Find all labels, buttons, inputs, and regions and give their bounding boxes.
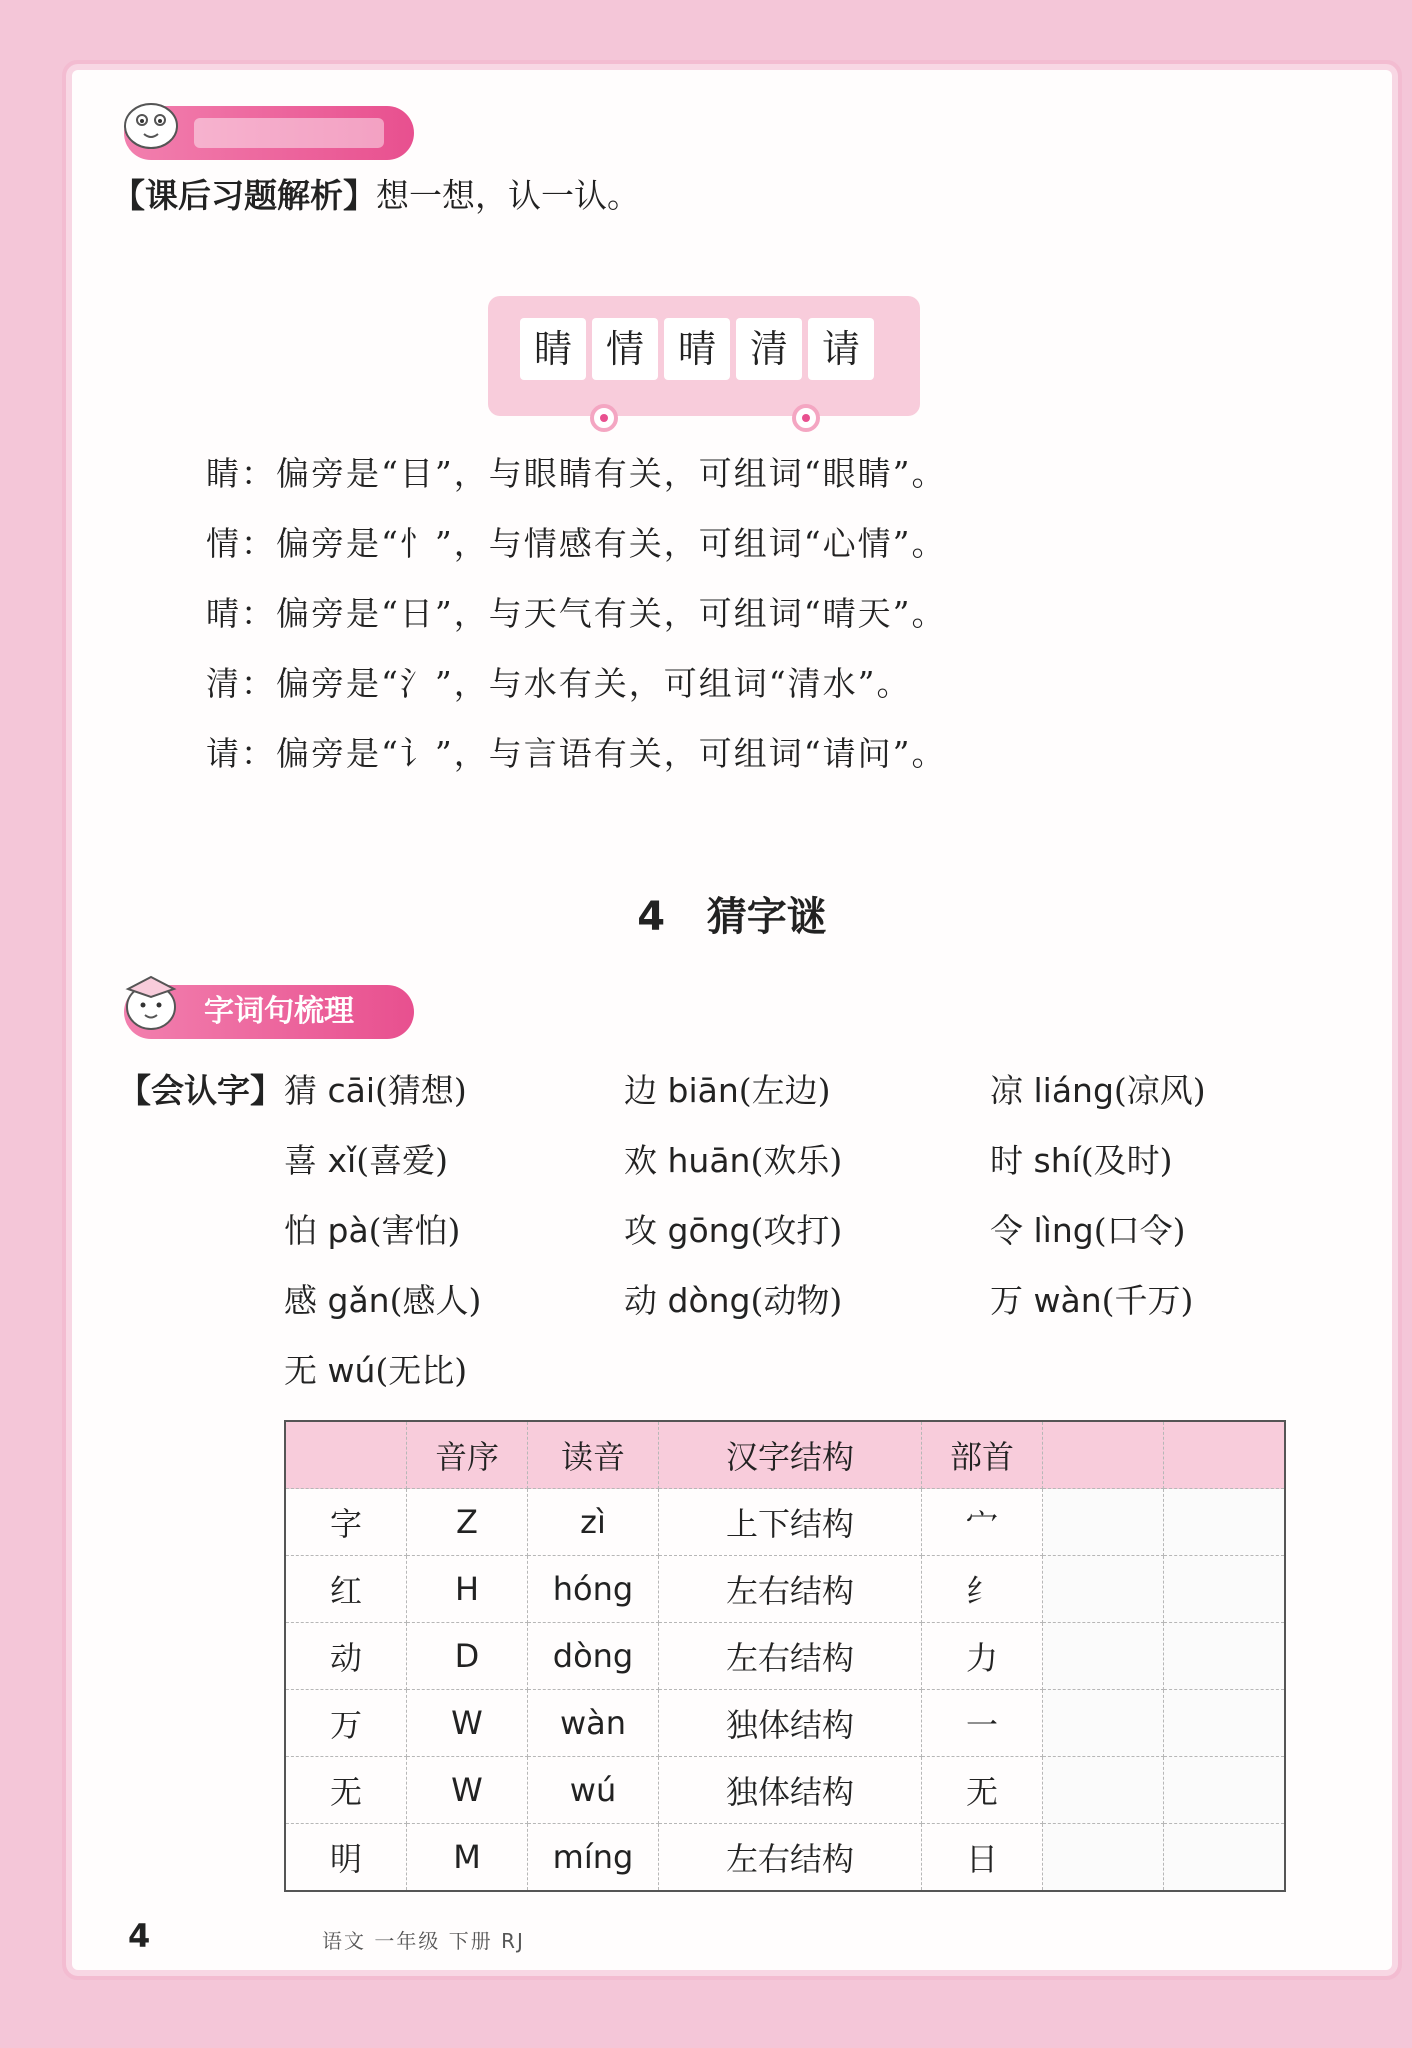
- cell-structure: 左右结构: [659, 1623, 922, 1690]
- lesson-number: 4: [637, 894, 666, 940]
- page: [72, 70, 1392, 1970]
- item-word: (感人): [389, 1281, 482, 1320]
- recognize-item: [624, 1135, 842, 1182]
- item-word: (害怕): [368, 1211, 461, 1250]
- cell-reading: dòng: [528, 1623, 659, 1690]
- item-pinyin: biān: [667, 1071, 739, 1110]
- cell-char: 明: [285, 1824, 407, 1892]
- cell-blank: [1164, 1824, 1286, 1892]
- cell-blank: [1043, 1757, 1164, 1824]
- item-word: (欢乐): [750, 1141, 843, 1180]
- cell-reading: wú: [528, 1757, 659, 1824]
- analysis-line: 睛：偏旁是“目”，与眼睛有关，可组词“眼睛”。: [206, 454, 947, 493]
- cell-order: M: [407, 1824, 528, 1892]
- item-char: 攻: [624, 1211, 657, 1250]
- item-char: 动: [624, 1281, 657, 1320]
- item-char: 感: [284, 1281, 317, 1320]
- recognize-item: [990, 1275, 1193, 1322]
- table-row: [285, 1556, 1285, 1623]
- item-word: (猜想): [375, 1071, 467, 1110]
- item-pinyin: shí: [1033, 1141, 1081, 1180]
- recognize-item: [284, 1345, 467, 1392]
- cell-radical: 一: [922, 1690, 1043, 1757]
- item-word: (无比): [375, 1351, 468, 1390]
- recognize-item: [284, 1065, 467, 1112]
- wheel-icon: [792, 404, 820, 432]
- cell-blank: [1164, 1623, 1286, 1690]
- cell-structure: 左右结构: [659, 1556, 922, 1623]
- analysis-line: 请：偏旁是“讠”，与言语有关，可组词“请问”。: [206, 734, 947, 773]
- item-char: 万: [990, 1281, 1023, 1320]
- analysis-line: 情：偏旁是“忄”，与情感有关，可组词“心情”。: [206, 524, 947, 563]
- item-word: (及时): [1080, 1141, 1173, 1180]
- item-word: (千万): [1101, 1281, 1194, 1320]
- cell-char: 红: [285, 1556, 407, 1623]
- item-word: (口令): [1093, 1211, 1186, 1250]
- book-mascot-icon: [116, 88, 186, 158]
- cell-blank: [1164, 1690, 1286, 1757]
- item-pinyin: dòng: [667, 1281, 751, 1320]
- item-char: 无: [284, 1351, 317, 1390]
- table-row: [285, 1489, 1285, 1556]
- analysis-line: 晴：偏旁是“日”，与天气有关，可组词“晴天”。: [206, 594, 947, 633]
- item-pinyin: gǎn: [327, 1281, 390, 1320]
- table-header-blank: [285, 1421, 407, 1489]
- item-char: 欢: [624, 1141, 657, 1180]
- table-header: 音序: [407, 1421, 528, 1489]
- cell-reading: zì: [528, 1489, 659, 1556]
- recognize-item: [624, 1275, 842, 1322]
- character-table: [284, 1420, 1286, 1892]
- recognize-item: [990, 1205, 1185, 1252]
- item-word: (攻打): [750, 1211, 843, 1250]
- recognize-label: 【会认字】: [118, 1071, 283, 1110]
- card-char: 清: [736, 318, 802, 380]
- item-char: 令: [990, 1211, 1023, 1250]
- item-word: (左边): [738, 1071, 831, 1110]
- item-char: 喜: [284, 1141, 317, 1180]
- lesson-title: [72, 885, 1392, 942]
- cell-radical: 纟: [922, 1556, 1043, 1623]
- cell-blank: [1043, 1623, 1164, 1690]
- cell-order: H: [407, 1556, 528, 1623]
- cell-blank: [1043, 1556, 1164, 1623]
- cell-blank: [1043, 1489, 1164, 1556]
- table-row: [285, 1757, 1285, 1824]
- card-char: 晴: [664, 318, 730, 380]
- cell-blank: [1043, 1690, 1164, 1757]
- exercise-heading: [112, 170, 640, 217]
- exercise-bracket-title: 【课后习题解析】: [112, 176, 376, 215]
- item-pinyin: cāi: [327, 1071, 376, 1110]
- cell-reading: wàn: [528, 1690, 659, 1757]
- recognize-item: [284, 1135, 448, 1182]
- cell-order: W: [407, 1757, 528, 1824]
- top-banner: [124, 106, 414, 160]
- item-word: (凉风): [1113, 1071, 1206, 1110]
- cell-radical: 日: [922, 1824, 1043, 1892]
- item-word: (动物): [750, 1281, 843, 1320]
- recognize-item: [624, 1065, 831, 1112]
- cell-blank: [1043, 1824, 1164, 1892]
- exercise-instruction: 想一想，认一认。: [376, 176, 640, 215]
- wheel-icon: [590, 404, 618, 432]
- page-number: 4: [128, 1917, 151, 1955]
- cell-blank: [1164, 1757, 1286, 1824]
- item-pinyin: liáng: [1033, 1071, 1114, 1110]
- recognize-item: [624, 1205, 842, 1252]
- card-char: 睛: [520, 318, 586, 380]
- cell-radical: 力: [922, 1623, 1043, 1690]
- item-pinyin: wàn: [1033, 1281, 1102, 1320]
- item-char: 时: [990, 1141, 1023, 1180]
- item-pinyin: lìng: [1033, 1211, 1094, 1250]
- recognize-item: [284, 1275, 481, 1322]
- item-char: 凉: [990, 1071, 1023, 1110]
- table-row: [285, 1824, 1285, 1892]
- cell-structure: 独体结构: [659, 1757, 922, 1824]
- item-char: 猜: [284, 1071, 317, 1110]
- table-header-blank: [1164, 1421, 1286, 1489]
- cell-order: D: [407, 1623, 528, 1690]
- cell-order: W: [407, 1690, 528, 1757]
- cell-char: 动: [285, 1623, 407, 1690]
- item-pinyin: pà: [327, 1211, 369, 1250]
- cell-radical: 无: [922, 1757, 1043, 1824]
- item-pinyin: wú: [327, 1351, 376, 1390]
- table-header: 部首: [922, 1421, 1043, 1489]
- item-char: 怕: [284, 1211, 317, 1250]
- table-header: 汉字结构: [659, 1421, 922, 1489]
- item-word: (喜爱): [356, 1141, 448, 1180]
- cell-char: 字: [285, 1489, 407, 1556]
- mascot-icon: [116, 967, 186, 1037]
- table-header-blank: [1043, 1421, 1164, 1489]
- cell-structure: 左右结构: [659, 1824, 922, 1892]
- table-header-row: [285, 1421, 1285, 1489]
- recognize-item: [990, 1135, 1173, 1182]
- table-row: [285, 1623, 1285, 1690]
- item-pinyin: xǐ: [327, 1141, 357, 1180]
- cell-char: 无: [285, 1757, 407, 1824]
- footer-text: 语文 一年级 下册 RJ: [322, 1929, 525, 1953]
- character-card: [488, 296, 920, 416]
- recognize-item: [284, 1205, 460, 1252]
- cell-structure: 独体结构: [659, 1690, 922, 1757]
- card-char: 情: [592, 318, 658, 380]
- cell-order: Z: [407, 1489, 528, 1556]
- cell-structure: 上下结构: [659, 1489, 922, 1556]
- cell-blank: [1164, 1489, 1286, 1556]
- section-banner-text: 字词句梳理: [204, 994, 354, 1029]
- section-banner: [124, 985, 414, 1039]
- cell-char: 万: [285, 1690, 407, 1757]
- cell-radical: 宀: [922, 1489, 1043, 1556]
- analysis-line: 清：偏旁是“氵”，与水有关，可组词“清水”。: [206, 664, 912, 703]
- item-pinyin: gōng: [667, 1211, 751, 1250]
- cell-reading: hóng: [528, 1556, 659, 1623]
- card-char: 请: [808, 318, 874, 380]
- cell-blank: [1164, 1556, 1286, 1623]
- item-char: 边: [624, 1071, 657, 1110]
- cell-reading: míng: [528, 1824, 659, 1892]
- recognize-item: [990, 1065, 1206, 1112]
- lesson-name: 猜字谜: [706, 894, 827, 940]
- table-row: [285, 1690, 1285, 1757]
- table-header: 读音: [528, 1421, 659, 1489]
- item-pinyin: huān: [667, 1141, 751, 1180]
